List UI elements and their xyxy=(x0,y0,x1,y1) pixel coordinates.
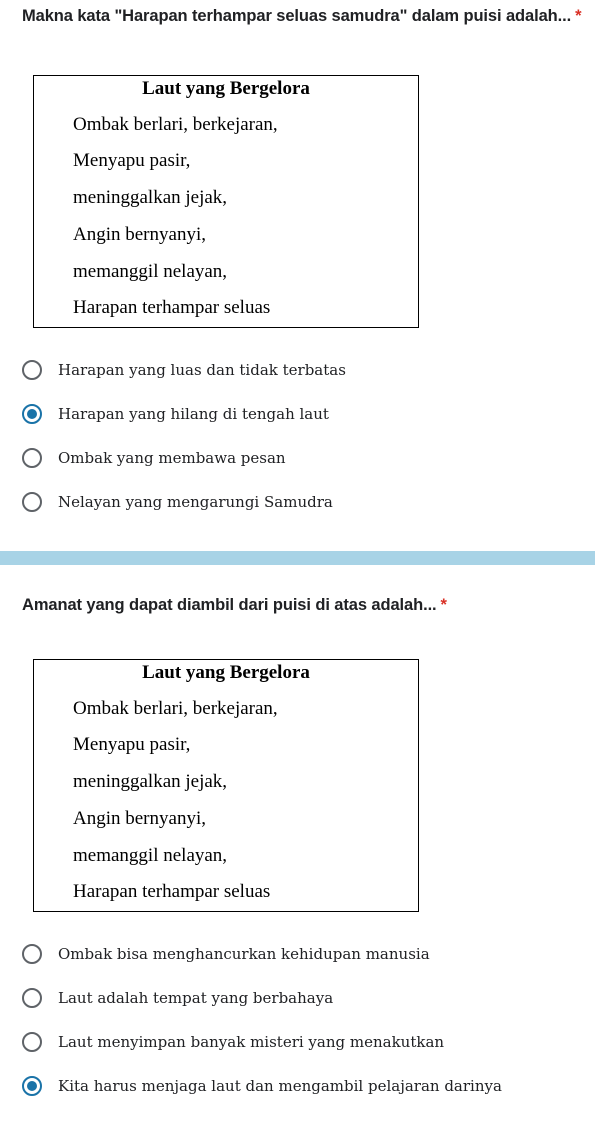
poem-line: Angin bernyanyi, xyxy=(73,808,206,829)
poem-image xyxy=(33,75,419,328)
option-label: Laut menyimpan banyak misteri yang menakutkan xyxy=(58,1033,445,1051)
poem-line: meninggalkan jejak, xyxy=(73,187,228,208)
poem-line: Menyapu pasir, xyxy=(73,734,191,755)
poem-image xyxy=(33,659,419,912)
question-title-text: Amanat yang dapat diambil dari puisi di atas adalah... xyxy=(22,596,437,614)
option-label: Nelayan yang mengarungi Samudra xyxy=(58,493,333,511)
option-label: Harapan yang hilang di tengah laut xyxy=(58,405,329,423)
question-title xyxy=(22,7,581,26)
question-title-text: Makna kata "Harapan terhampar seluas samudra" dalam puisi adalah... xyxy=(22,7,572,25)
option-radio-4[interactable] xyxy=(22,490,333,514)
radio-unchecked-icon[interactable] xyxy=(22,988,42,1008)
poem-line: Angin bernyanyi, xyxy=(73,224,206,245)
option-radio-2[interactable] xyxy=(22,986,333,1010)
radio-unchecked-icon[interactable] xyxy=(22,1032,42,1052)
radio-unchecked-icon[interactable] xyxy=(22,944,42,964)
option-radio-1[interactable] xyxy=(22,942,430,966)
poem-line: Harapan terhampar seluas xyxy=(73,297,271,318)
radio-unchecked-icon[interactable] xyxy=(22,492,42,512)
poem-line: Harapan terhampar seluas xyxy=(73,881,271,902)
radio-unchecked-icon[interactable] xyxy=(22,360,42,380)
option-radio-2[interactable] xyxy=(22,402,329,426)
poem-line: memanggil nelayan, xyxy=(73,261,228,282)
option-radio-4[interactable] xyxy=(22,1074,502,1098)
poem-line: Ombak berlari, berkejaran, xyxy=(73,114,278,135)
required-mark: * xyxy=(575,7,582,25)
option-radio-1[interactable] xyxy=(22,358,346,382)
poem-title: Laut yang Bergelora xyxy=(142,78,310,99)
option-label: Kita harus menjaga laut dan mengambil pelajaran darinya xyxy=(58,1077,502,1095)
question-title xyxy=(22,596,447,615)
poem-line: Menyapu pasir, xyxy=(73,150,191,171)
poem-line: meninggalkan jejak, xyxy=(73,771,228,792)
option-label: Ombak bisa menghancurkan kehidupan manusia xyxy=(58,945,430,963)
radio-checked-icon[interactable] xyxy=(22,404,42,424)
option-radio-3[interactable] xyxy=(22,446,286,470)
radio-unchecked-icon[interactable] xyxy=(22,448,42,468)
poem-title: Laut yang Bergelora xyxy=(142,662,310,683)
option-label: Harapan yang luas dan tidak terbatas xyxy=(58,361,346,379)
section-divider xyxy=(0,551,595,565)
option-label: Ombak yang membawa pesan xyxy=(58,449,286,467)
poem-line: Ombak berlari, berkejaran, xyxy=(73,698,278,719)
poem-line: memanggil nelayan, xyxy=(73,845,228,866)
required-mark: * xyxy=(440,596,447,614)
option-label: Laut adalah tempat yang berbahaya xyxy=(58,989,334,1007)
option-radio-3[interactable] xyxy=(22,1030,444,1054)
radio-checked-icon[interactable] xyxy=(22,1076,42,1096)
